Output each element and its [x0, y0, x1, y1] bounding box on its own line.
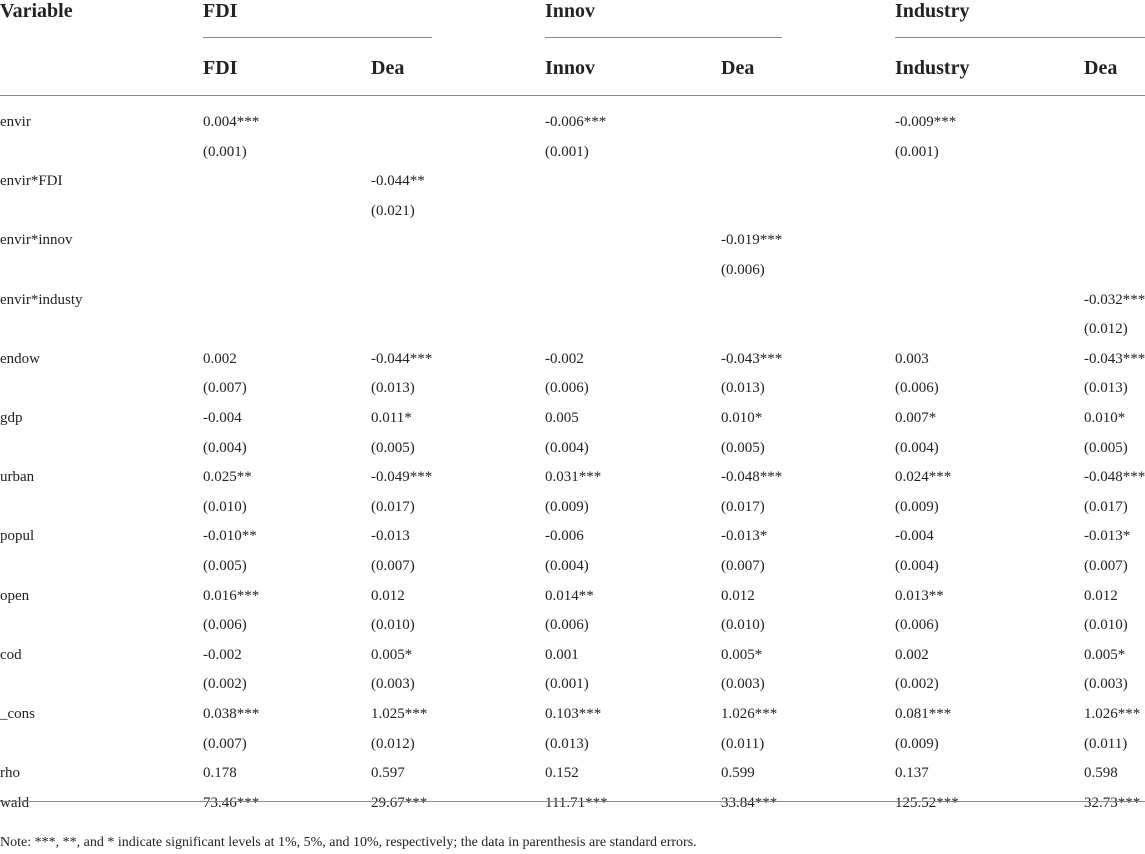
row-label: envir*industy [0, 292, 83, 308]
table-cell: -0.013* [1084, 528, 1131, 544]
table-cell: (0.011) [721, 736, 765, 752]
table-cell: 0.103*** [545, 706, 602, 722]
table-cell: -0.044** [371, 173, 425, 189]
table-cell: -0.004 [895, 528, 934, 544]
table-cell: 0.005* [371, 647, 413, 663]
table-cell: (0.012) [371, 736, 415, 752]
subcolumn-header: Dea [1084, 57, 1118, 79]
table-cell: 0.001 [545, 647, 579, 663]
table-cell: 0.005* [1084, 647, 1126, 663]
group-header-fdi: FDI [203, 0, 238, 22]
table-cell: 0.025** [203, 469, 252, 485]
table-cell: 0.081*** [895, 706, 952, 722]
table-cell: 0.011* [371, 410, 412, 426]
table-cell: -0.048*** [721, 469, 783, 485]
table-cell: (0.012) [1084, 321, 1128, 337]
table-cell: (0.006) [203, 617, 247, 633]
table-cell: 1.026*** [1084, 706, 1141, 722]
table-cell: -0.002 [203, 647, 242, 663]
group-rule-industry [895, 37, 1145, 38]
table-cell: (0.004) [203, 440, 247, 456]
table-cell: 0.024*** [895, 469, 952, 485]
table-cell: 0.598 [1084, 765, 1118, 781]
row-label: popul [0, 528, 35, 544]
table-cell: 0.005 [545, 410, 579, 426]
table-cell: -0.002 [545, 351, 584, 367]
table-cell: -0.048*** [1084, 469, 1145, 485]
table-cell: 1.026*** [721, 706, 778, 722]
table-cell: (0.005) [371, 440, 415, 456]
table-cell: (0.004) [545, 558, 589, 574]
table-cell: 0.010* [721, 410, 763, 426]
table-cell: 0.597 [371, 765, 405, 781]
row-label: envir*innov [0, 232, 73, 248]
table-cell: (0.007) [203, 736, 247, 752]
row-label: open [0, 588, 30, 604]
table-cell: -0.013* [721, 528, 768, 544]
table-cell: (0.006) [545, 380, 589, 396]
group-header-innov: Innov [545, 0, 596, 22]
table-cell: 0.038*** [203, 706, 260, 722]
table-cell: 0.012 [721, 588, 755, 604]
table-cell: 0.002 [895, 647, 929, 663]
subcolumn-header: Dea [371, 57, 405, 79]
table-cell: (0.007) [371, 558, 415, 574]
table-cell: 33.84*** [721, 795, 778, 811]
table-cell: (0.001) [895, 144, 939, 160]
table-cell: (0.013) [545, 736, 589, 752]
table-cell: (0.010) [721, 617, 765, 633]
table-cell: -0.032*** [1084, 292, 1145, 308]
table-cell: (0.004) [895, 440, 939, 456]
group-header-industry: Industry [895, 0, 970, 22]
table-cell: -0.006*** [545, 114, 607, 130]
table-cell: 32.73*** [1084, 795, 1141, 811]
table-cell: (0.003) [1084, 676, 1128, 692]
table-cell: 73.46*** [203, 795, 260, 811]
table-cell: (0.005) [721, 440, 765, 456]
table-cell: (0.005) [1084, 440, 1128, 456]
table-cell: -0.043*** [721, 351, 783, 367]
table-cell: -0.009*** [895, 114, 957, 130]
table-cell: (0.003) [371, 676, 415, 692]
subcolumn-header: Dea [721, 57, 755, 79]
table-cell: (0.009) [895, 499, 939, 515]
table-cell: 0.178 [203, 765, 237, 781]
row-label: cod [0, 647, 22, 663]
table-cell: 1.025*** [371, 706, 428, 722]
table-cell: (0.001) [545, 144, 589, 160]
row-label: endow [0, 351, 40, 367]
group-rule-fdi [203, 37, 432, 38]
table-cell: 0.016*** [203, 588, 260, 604]
table-cell: (0.004) [895, 558, 939, 574]
table-cell: 0.013** [895, 588, 944, 604]
table-cell: (0.006) [721, 262, 765, 278]
table-cell: 111.71*** [545, 795, 608, 811]
variable-header: Variable [0, 0, 73, 22]
table-cell: (0.007) [203, 380, 247, 396]
subcolumn-header: Industry [895, 57, 970, 79]
table-cell: (0.011) [1084, 736, 1128, 752]
table-cell: (0.006) [545, 617, 589, 633]
table-cell: (0.010) [371, 617, 415, 633]
row-label: gdp [0, 410, 23, 426]
table-cell: -0.013 [371, 528, 410, 544]
row-label: envir [0, 114, 31, 130]
row-label: urban [0, 469, 35, 485]
table-cell: (0.005) [203, 558, 247, 574]
table-cell: -0.006 [545, 528, 584, 544]
table-cell: 0.012 [1084, 588, 1118, 604]
table-cell: 0.007* [895, 410, 937, 426]
table-cell: 0.003 [895, 351, 929, 367]
table-cell: 29.67*** [371, 795, 428, 811]
table-cell: -0.010** [203, 528, 257, 544]
row-label: rho [0, 765, 20, 781]
table-cell: 0.599 [721, 765, 755, 781]
table-cell: 0.012 [371, 588, 405, 604]
row-label: wald [0, 795, 30, 811]
table-cell: -0.043*** [1084, 351, 1145, 367]
table-cell: 0.031*** [545, 469, 602, 485]
table-cell: -0.019*** [721, 232, 783, 248]
table-cell: (0.007) [721, 558, 765, 574]
table-cell: (0.017) [371, 499, 415, 515]
table-cell: (0.004) [545, 440, 589, 456]
table-cell: (0.007) [1084, 558, 1128, 574]
table-cell: (0.021) [371, 203, 415, 219]
table-cell: 0.014** [545, 588, 594, 604]
table-cell: 0.004*** [203, 114, 260, 130]
table-cell: 0.002 [203, 351, 237, 367]
table-bottom-rule [0, 801, 1145, 802]
subcolumn-header: FDI [203, 57, 238, 79]
row-label: _cons [0, 706, 35, 722]
table-cell: -0.044*** [371, 351, 433, 367]
table-cell: -0.049*** [371, 469, 433, 485]
table-cell: (0.001) [545, 676, 589, 692]
table-cell: (0.006) [895, 380, 939, 396]
table-cell: (0.006) [895, 617, 939, 633]
table-cell: -0.004 [203, 410, 242, 426]
group-rule-innov [545, 37, 782, 38]
header-bottom-rule [0, 95, 1145, 96]
table-cell: (0.010) [203, 499, 247, 515]
row-label: envir*FDI [0, 173, 63, 189]
table-cell: 0.010* [1084, 410, 1126, 426]
table-note: Note: ***, **, and * indicate significant levels at 1%, 5%, and 10%, respectively; the data in parenthesis are standard errors. [0, 835, 697, 850]
table-cell: (0.002) [203, 676, 247, 692]
table-cell: (0.013) [1084, 380, 1128, 396]
table-cell: (0.010) [1084, 617, 1128, 633]
table-cell: (0.017) [721, 499, 765, 515]
table-cell: (0.003) [721, 676, 765, 692]
table-cell: (0.013) [371, 380, 415, 396]
table-cell: (0.001) [203, 144, 247, 160]
table-cell: 0.005* [721, 647, 763, 663]
table-cell: (0.009) [545, 499, 589, 515]
table-cell: (0.017) [1084, 499, 1128, 515]
table-cell: (0.009) [895, 736, 939, 752]
table-cell: 0.152 [545, 765, 579, 781]
subcolumn-header: Innov [545, 57, 596, 79]
table-cell: 125.52*** [895, 795, 959, 811]
table-cell: (0.002) [895, 676, 939, 692]
table-cell: 0.137 [895, 765, 929, 781]
table-cell: (0.013) [721, 380, 765, 396]
